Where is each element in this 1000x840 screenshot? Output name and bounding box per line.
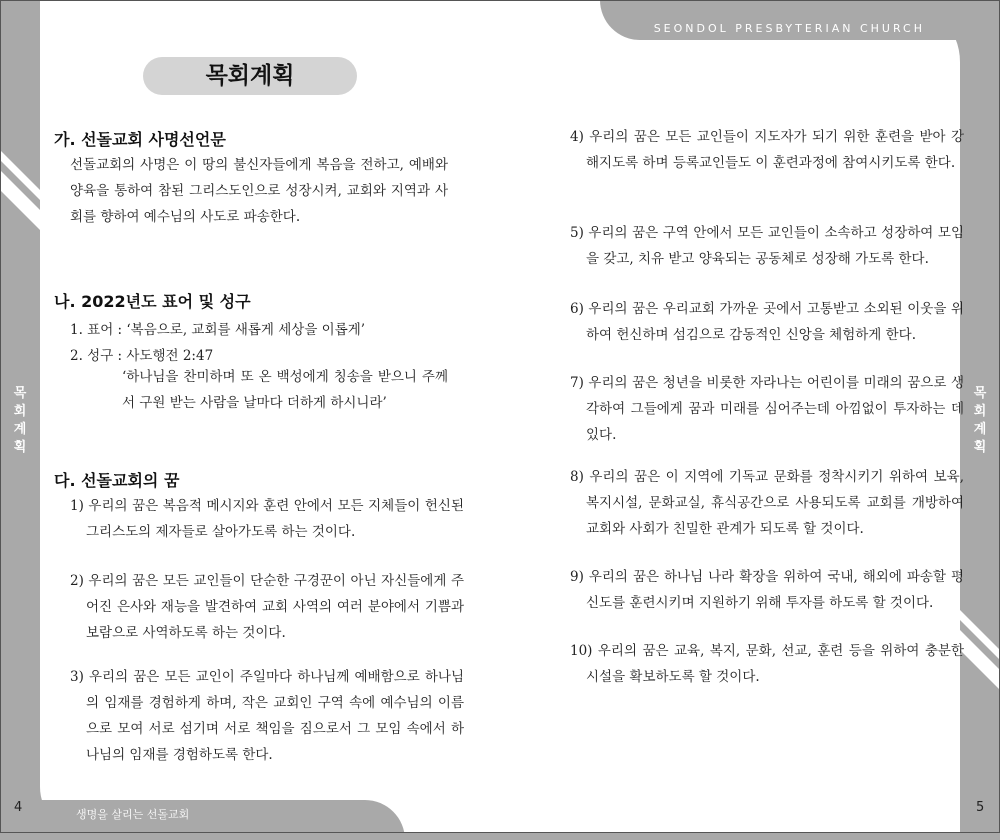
dream-item-8: 8) 우리의 꿈은 이 지역에 기독교 문화를 정착시키기 위하여 보육, 복지시설, 문화교실, 휴식공간으로 사용되도록 교회를 개방하여 교회와 사회가 친밀한 관계가 되도록 할 것이다. <box>570 469 964 537</box>
section-a-body: 선돌교회의 사명은 이 땅의 불신자들에게 복음을 전하고, 예배와 양육을 통하여 참된 그리스도인으로 성장시켜, 교회와 지역과 사회를 향하여 예수님의 사도로 파송한다. <box>70 157 448 225</box>
dream-item-5: 5) 우리의 꿈은 구역 안에서 모든 교인들이 소속하고 성장하여 모임을 갖고, 치유 받고 양육되는 공동체로 성장해 가도록 한다. <box>570 225 964 267</box>
verse-text: ‘하나님을 찬미하며 또 온 백성에게 칭송을 받으니 주께서 구원 받는 사람을 날마다 더하게 하시니라’ <box>122 369 448 411</box>
side-section-label-left: 목 회 계 획 <box>13 386 27 455</box>
page-number-left: 4 <box>14 800 23 815</box>
church-name: SEONDOL PRESBYTERIAN CHURCH <box>653 22 925 35</box>
dream-item-10: 10) 우리의 꿈은 교육, 복지, 문화, 선교, 훈련 등을 위하여 충분한 시설을 확보하도록 할 것이다. <box>570 643 964 685</box>
dream-item-6: 6) 우리의 꿈은 우리교회 가까운 곳에서 고통받고 소외된 이웃을 위하여 헌신하며 섬김으로 감동적인 신앙을 체험하게 한다. <box>570 301 964 343</box>
section-a-heading: 가. 선돌교회 사명선언문 <box>54 130 226 149</box>
dream-item-9: 9) 우리의 꿈은 하나님 나라 확장을 위하여 국내, 해외에 파송할 평신도를 훈련시키며 지원하기 위해 투자를 하도록 할 것이다. <box>570 569 964 611</box>
motto-line: 1. 표어 : ‘복음으로, 교회를 새롭게 세상을 이롭게’ <box>70 322 366 338</box>
dream-item-1: 1) 우리의 꿈은 복음적 메시지와 훈련 안에서 모든 지체들이 헌신된 그리스도의 제자들로 살아가도록 하는 것이다. <box>70 498 464 540</box>
dream-item-2: 2) 우리의 꿈은 모든 교인들이 단순한 구경꾼이 아닌 자신들에게 주어진 은사와 재능을 발견하여 교회 사역의 여러 분야에서 기쁨과 보람으로 사역하도록 하는 것이다. <box>70 573 464 641</box>
footer-slogan: 생명을 살리는 선돌교회 <box>76 808 190 821</box>
page-number-right: 5 <box>976 800 985 815</box>
dream-item-4: 4) 우리의 꿈은 모든 교인들이 지도자가 되기 위한 훈련을 받아 강해지도록 하며 등록교인들도 이 훈련과정에 참여시키도록 한다. <box>570 129 964 171</box>
side-section-label-right: 목 회 계 획 <box>973 386 987 455</box>
page-title: 목회계획 <box>143 57 357 95</box>
dream-item-7: 7) 우리의 꿈은 청년을 비롯한 자라나는 어린이를 미래의 꿈으로 생각하여 그들에게 꿈과 미래를 심어주는데 아낌없이 투자하는 데 있다. <box>570 375 964 443</box>
verse-reference: 2. 성구 : 사도행전 2:47 <box>70 348 214 364</box>
dream-item-3: 3) 우리의 꿈은 모든 교인이 주일마다 하나님께 예배함으로 하나님의 임재를 경험하게 하며, 작은 교회인 구역 속에 예수님의 이름으로 모여 서로 섬기며 서로 책임을 짐으로서 그 모임 속에서 하나님의 임재를 경험하도록 한다. <box>70 669 464 763</box>
section-b-heading: 나. 2022년도 표어 및 성구 <box>54 292 251 311</box>
section-c-heading: 다. 선돌교회의 꿈 <box>54 471 180 490</box>
